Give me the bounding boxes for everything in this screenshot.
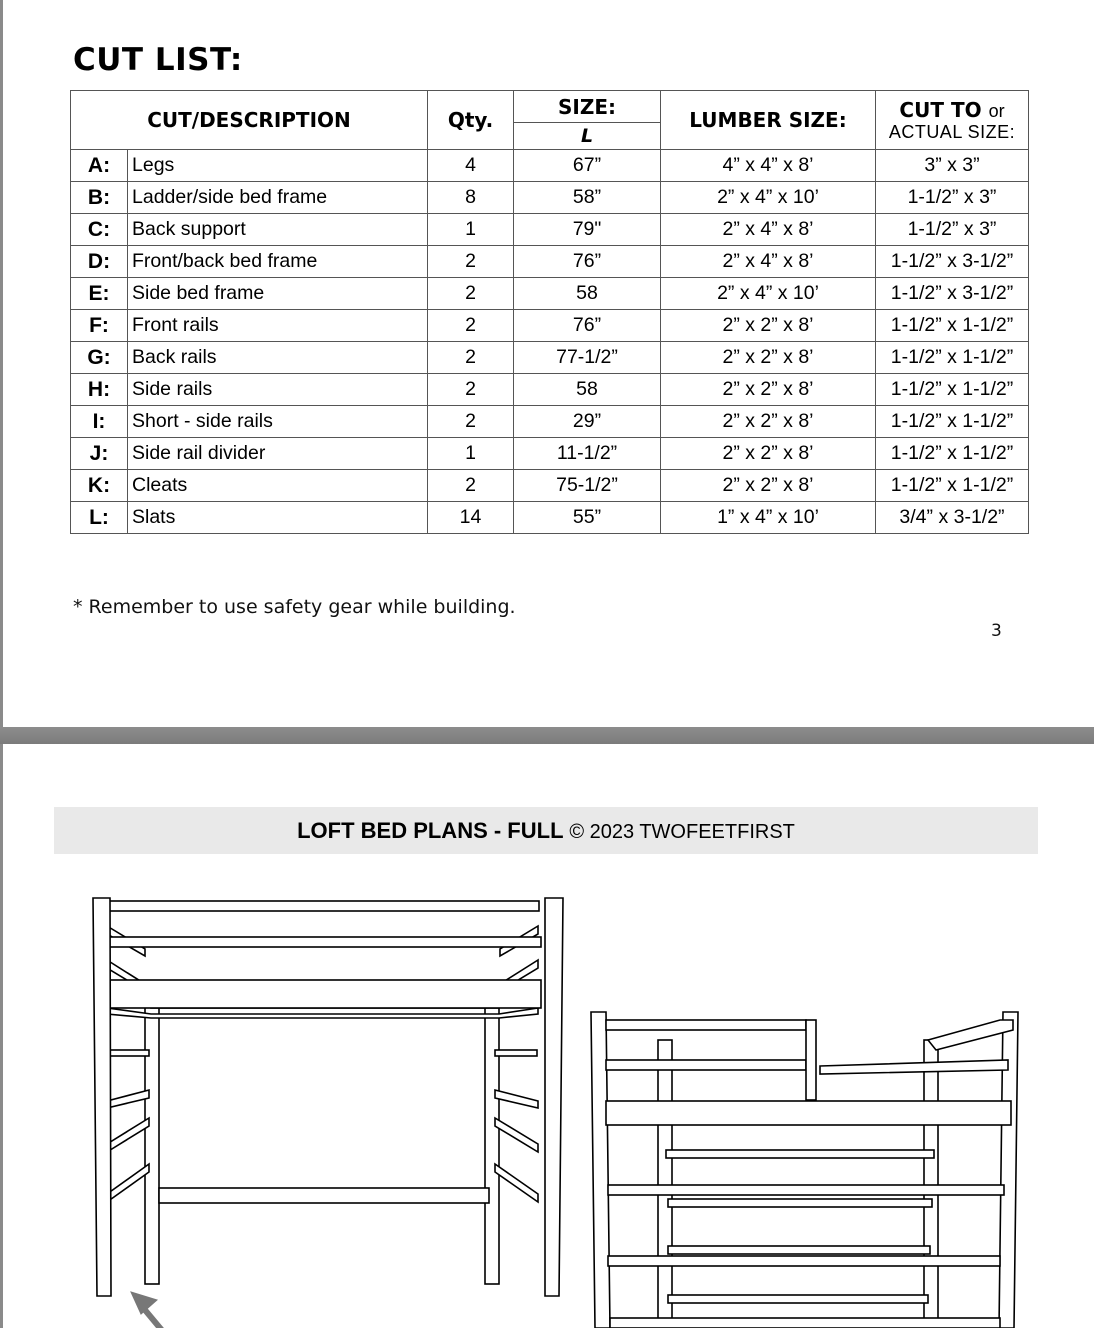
front-bed-frame — [107, 980, 541, 1008]
rung-3 — [668, 1199, 932, 1207]
row-qty: 1 — [428, 438, 514, 470]
top-rail-left — [606, 1020, 806, 1030]
side-rail-left — [606, 1060, 806, 1070]
right-side-rails — [495, 926, 538, 1202]
row-size: 75-1/2” — [514, 470, 661, 502]
left-side-rails — [107, 926, 149, 1202]
row-lumber-size: 2” x 2” x 8’ — [661, 342, 876, 374]
row-lumber-size: 2” x 4” x 8’ — [661, 246, 876, 278]
row-actual-size: 3/4” x 3-1/2” — [876, 502, 1029, 534]
rung-4 — [668, 1246, 930, 1254]
table-row — [71, 310, 1029, 342]
inner-right-post — [924, 1040, 938, 1328]
plans-banner — [54, 807, 1038, 854]
header-actual-size: ACTUAL SIZE: — [888, 121, 1016, 142]
rung-2 — [608, 1185, 1004, 1195]
row-size: 76” — [514, 310, 661, 342]
banner-copyright: © 2023 TWOFEETFIRST — [569, 821, 795, 843]
row-lumber-size: 2” x 4” x 10’ — [661, 278, 876, 310]
top-rail-right — [928, 1020, 1013, 1050]
row-description: Ladder/side bed frame — [128, 182, 428, 214]
row-letter: J: — [71, 438, 128, 470]
rung-6 — [668, 1295, 928, 1303]
header-qty: Qty. — [428, 91, 514, 150]
back-rail — [109, 901, 539, 911]
row-size: 11-1/2” — [514, 438, 661, 470]
row-actual-size: 1-1/2” x 1-1/2” — [876, 310, 1029, 342]
row-actual-size: 1-1/2” x 1-1/2” — [876, 406, 1029, 438]
row-lumber-size: 2” x 4” x 10’ — [661, 182, 876, 214]
rung-7 — [610, 1318, 1000, 1328]
row-qty: 1 — [428, 214, 514, 246]
side-rail-divider — [806, 1020, 816, 1100]
row-letter: B: — [71, 182, 128, 214]
row-lumber-size: 2” x 2” x 8’ — [661, 438, 876, 470]
inner-left-post — [658, 1040, 672, 1328]
safety-note: * Remember to use safety gear while building. — [73, 596, 516, 618]
row-description: Slats — [128, 502, 428, 534]
table-row — [71, 246, 1029, 278]
row-qty: 2 — [428, 374, 514, 406]
row-letter: E: — [71, 278, 128, 310]
row-actual-size: 1-1/2” x 1-1/2” — [876, 342, 1029, 374]
slats — [107, 1008, 538, 1018]
row-size: 67” — [514, 150, 661, 182]
row-letter: F: — [71, 310, 128, 342]
table-row — [71, 502, 1029, 534]
header-cut-description: CUT/DESCRIPTION — [71, 91, 428, 150]
row-size: 77-1/2” — [514, 342, 661, 374]
row-description: Legs — [128, 150, 428, 182]
row-qty: 2 — [428, 342, 514, 374]
row-lumber-size: 1” x 4” x 10’ — [661, 502, 876, 534]
rung-5 — [608, 1256, 1000, 1266]
row-qty: 14 — [428, 502, 514, 534]
banner-title: LOFT BED PLANS - FULL — [297, 818, 564, 843]
header-or-label: or — [988, 100, 1005, 121]
row-lumber-size: 2” x 4” x 8’ — [661, 214, 876, 246]
page-4 — [3, 744, 1094, 1328]
front-right-leg — [545, 898, 563, 1296]
side-rail-right — [820, 1060, 1008, 1074]
row-size: 29” — [514, 406, 661, 438]
row-lumber-size: 4” x 4” x 8’ — [661, 150, 876, 182]
row-qty: 2 — [428, 406, 514, 438]
cut-list-table — [70, 90, 1029, 534]
row-letter: G: — [71, 342, 128, 374]
front-view-loft-bed — [85, 894, 570, 1328]
front-left-leg — [93, 898, 111, 1296]
row-qty: 4 — [428, 150, 514, 182]
front-rail — [107, 937, 541, 947]
row-size: 55” — [514, 502, 661, 534]
row-description: Front rails — [128, 310, 428, 342]
header-cut-to-label: CUT TO — [899, 97, 982, 122]
row-letter: D: — [71, 246, 128, 278]
row-size: 79" — [514, 214, 661, 246]
row-actual-size: 1-1/2” x 3-1/2” — [876, 246, 1029, 278]
row-lumber-size: 2” x 2” x 8’ — [661, 470, 876, 502]
row-description: Short - side rails — [128, 406, 428, 438]
row-size: 76” — [514, 246, 661, 278]
side-bed-frame — [606, 1101, 1011, 1125]
back-support — [159, 1188, 489, 1203]
table-row — [71, 342, 1029, 374]
table-row — [71, 470, 1029, 502]
row-actual-size: 1-1/2” x 3-1/2” — [876, 278, 1029, 310]
row-lumber-size: 2” x 2” x 8’ — [661, 310, 876, 342]
table-row — [71, 278, 1029, 310]
row-qty: 2 — [428, 278, 514, 310]
table-row — [71, 214, 1029, 246]
header-size: SIZE: — [514, 91, 661, 123]
arrow-icon — [131, 1292, 165, 1328]
header-size-length: L — [514, 123, 661, 150]
row-actual-size: 3” x 3” — [876, 150, 1029, 182]
table-row — [71, 438, 1029, 470]
row-letter: A: — [71, 150, 128, 182]
header-lumber-size: LUMBER SIZE: — [661, 91, 876, 150]
row-description: Front/back bed frame — [128, 246, 428, 278]
row-lumber-size: 2” x 2” x 8’ — [661, 374, 876, 406]
row-letter: I: — [71, 406, 128, 438]
page-title: CUT LIST: — [73, 42, 243, 78]
table-row — [71, 374, 1029, 406]
header-cut-to — [876, 91, 1029, 150]
row-actual-size: 1-1/2” x 1-1/2” — [876, 470, 1029, 502]
row-qty: 8 — [428, 182, 514, 214]
page-3 — [3, 0, 1094, 727]
row-actual-size: 1-1/2” x 1-1/2” — [876, 438, 1029, 470]
row-qty: 2 — [428, 310, 514, 342]
row-description: Side rail divider — [128, 438, 428, 470]
row-letter: L: — [71, 502, 128, 534]
row-actual-size: 1-1/2” x 3” — [876, 214, 1029, 246]
row-actual-size: 1-1/2” x 1-1/2” — [876, 374, 1029, 406]
row-qty: 2 — [428, 246, 514, 278]
row-description: Cleats — [128, 470, 428, 502]
row-description: Back rails — [128, 342, 428, 374]
table-row — [71, 150, 1029, 182]
row-letter: K: — [71, 470, 128, 502]
page-separator — [0, 727, 1094, 744]
back-left-post — [145, 989, 159, 1284]
row-description: Side rails — [128, 374, 428, 406]
rung-1 — [666, 1150, 934, 1158]
side-view-loft-bed — [588, 1000, 1028, 1328]
row-lumber-size: 2” x 2” x 8’ — [661, 406, 876, 438]
row-actual-size: 1-1/2” x 3” — [876, 182, 1029, 214]
table-row — [71, 182, 1029, 214]
row-qty: 2 — [428, 470, 514, 502]
page-number: 3 — [991, 621, 1002, 641]
row-letter: C: — [71, 214, 128, 246]
row-size: 58 — [514, 374, 661, 406]
row-letter: H: — [71, 374, 128, 406]
back-right-post — [485, 989, 499, 1284]
row-description: Side bed frame — [128, 278, 428, 310]
table-row — [71, 406, 1029, 438]
row-size: 58 — [514, 278, 661, 310]
row-description: Back support — [128, 214, 428, 246]
row-size: 58” — [514, 182, 661, 214]
